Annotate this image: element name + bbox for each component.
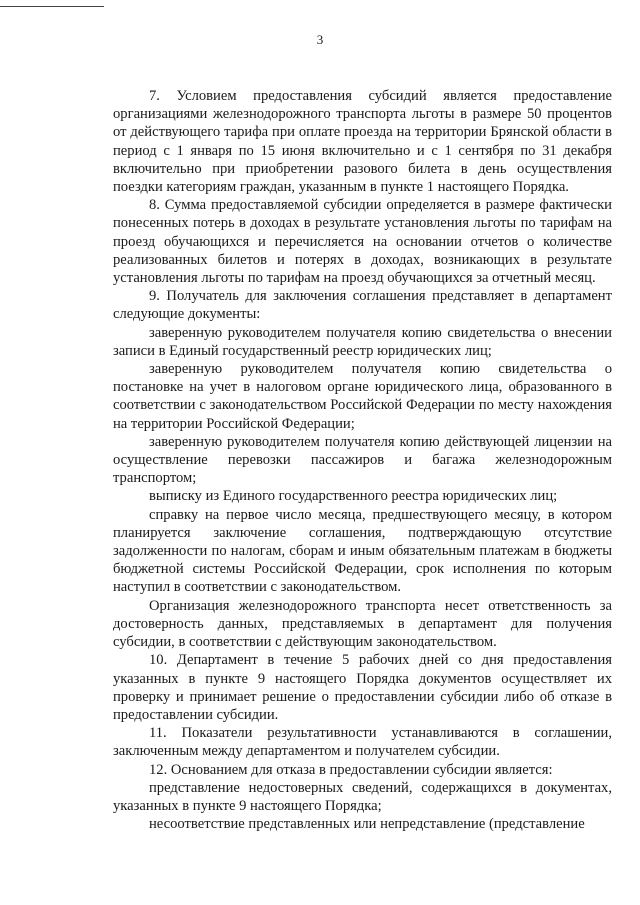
page-number: 3 — [316, 32, 324, 47]
list-item-nonconformity: несоответствие представленных или непредставление (представление — [149, 816, 585, 833]
paragraph-8: 8. Сумма предоставляемой субсидии определяется в размере фактически понесенных потерь в доходах в результате установления льготы по тарифам на проезд обучающихся и перечисляется на основании отчетов о количестве реализованных билетов и потерях в доходах, возникающих в результате установления льготы по тарифам на проезд обучающихся за отчетный месяц. — [113, 197, 612, 287]
paragraph-responsibility: Организация железнодорожного транспорта несет ответственность за достоверность данных, представляемых в департамент для получения субсидии, в соответствии с действующим законодательством. — [113, 597, 612, 651]
list-item-license: заверенную руководителем получателя копию действующей лицензии на осуществление перевозки пассажиров и багажа железнодорожным транспортом; — [113, 433, 612, 487]
document-body — [113, 87, 612, 833]
list-item-tax-registration: заверенную руководителем получателя копию свидетельства о постановке на учет в налоговом органе юридического лица, образованного в соответствии с законодательством Российской Федерации по месту нахождения на территории Российской Федерации; — [113, 361, 612, 432]
list-item-false-info: представление недостоверных сведений, содержащихся в документах, указанных в пункте 9 настоящего Порядка; — [113, 779, 612, 814]
list-item-registry-extract: выписку из Единого государственного реестра юридических лиц; — [149, 488, 558, 505]
paragraph-12: 12. Основанием для отказа в предоставлении субсидии является: — [149, 761, 553, 778]
paragraph-9: 9. Получатель для заключения соглашения представляет в департамент следующие документы: — [113, 288, 612, 323]
list-item-tax-certificate: справку на первое число месяца, предшествующего месяцу, в котором планируется заключение соглашения, подтверждающую отсутствие задолженности по налогам, сборам и иным обязательным платежам в бюджеты бюджетной системы Российской Федерации, срок исполнения по которым наступил в соответствии с законодательством. — [113, 506, 612, 596]
list-item-registry-copy: заверенную руководителем получателя копию свидетельства о внесении записи в Единый государственный реестр юридических лиц; — [113, 324, 612, 359]
corner-rule — [0, 6, 104, 7]
paragraph-10: 10. Департамент в течение 5 рабочих дней со дня предоставления указанных в пункте 9 настоящего Порядка документов осуществляет их проверку и принимает решение о предоставлении субсидии либо об отказе в предоставлении субсидии. — [113, 652, 612, 723]
paragraph-11: 11. Показатели результативности устанавливаются в соглашении, заключенным между департаментом и получателем субсидии. — [113, 725, 612, 760]
paragraph-7: 7. Условием предоставления субсидий является предоставление организациями железнодорожного транспорта льготы в размере 50 процентов от действующего тарифа при оплате проезда на территории Брянской области в период с 1 января по 15 июня включительно и с 1 сентября по 31 декабря включительно при приобретении разового билета в день осуществления поездки категориям граждан, указанным в пункте 1 настоящего Порядка. — [113, 88, 612, 196]
